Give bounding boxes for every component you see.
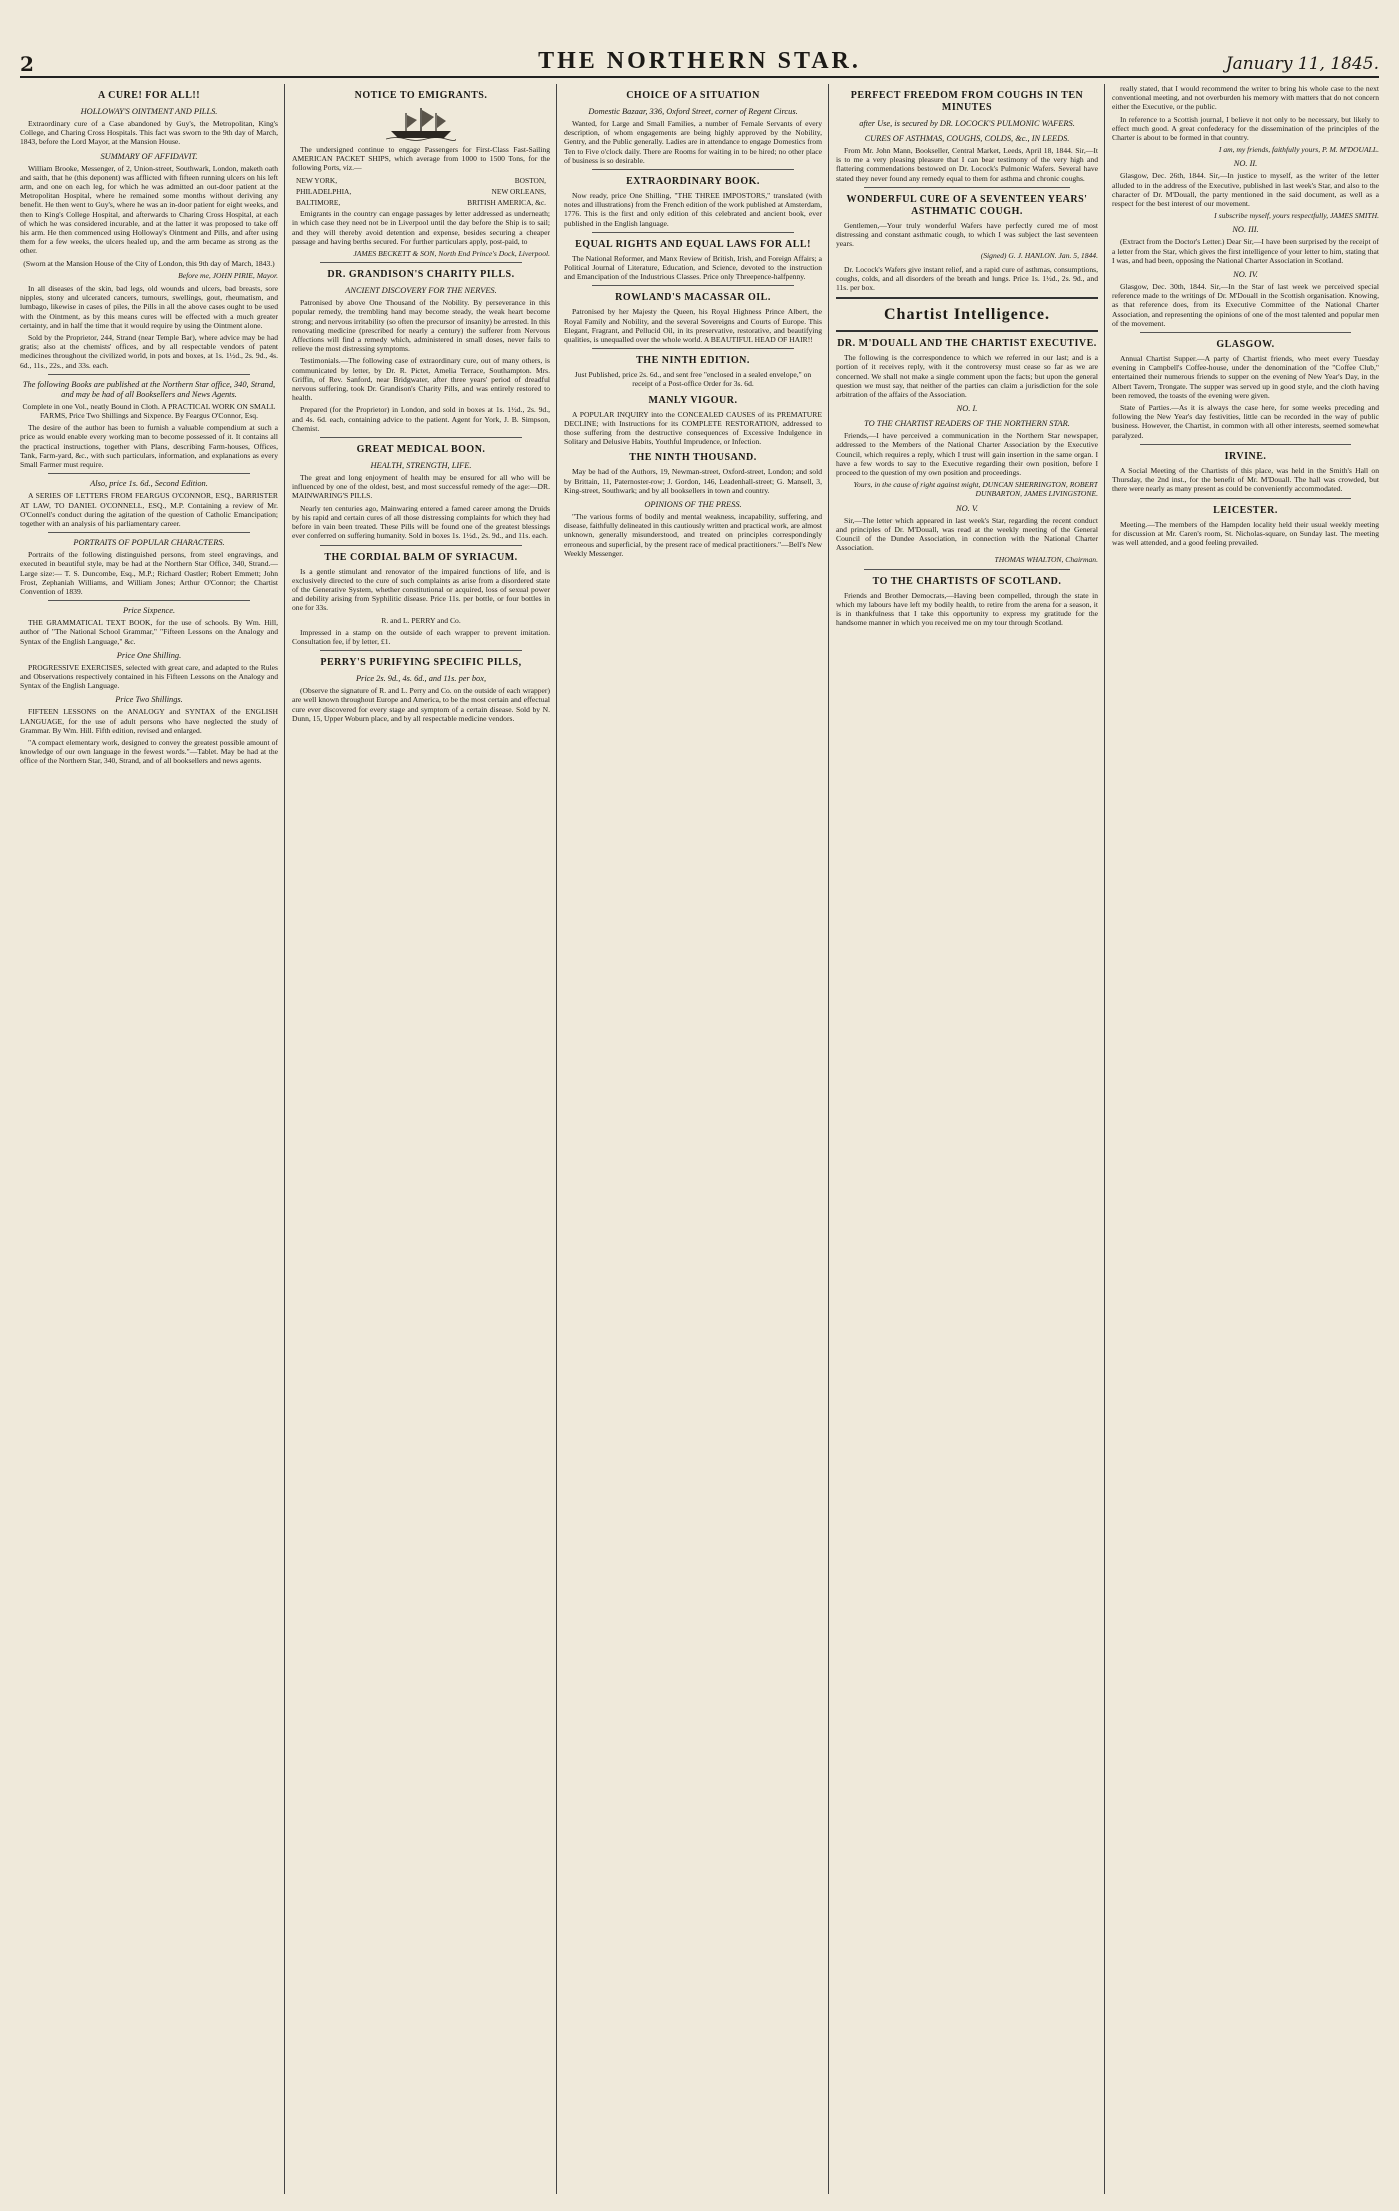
column-1: [20, 84, 278, 2194]
article-heading: GLASGOW.: [1216, 339, 1275, 351]
signature: THOMAS WHALTON, Chairman.: [994, 555, 1098, 565]
divider: [864, 569, 1070, 570]
divider: [48, 374, 250, 375]
paragraph: Just Published, price 2s. 6d., and sent free "enclosed in a sealed envelope," on receipt of a Post-office Order for 3s. 6d.: [574, 370, 812, 389]
paragraph: The great and long enjoyment of health may be ensured for all who will be influenced by one of the oldest, best, and most successful remedy of the age:—DR. MAINWARING'S PILLS.: [292, 473, 550, 501]
paragraph: PROGRESSIVE EXERCISES, selected with great care, and adapted to the Rules and Observations respectively contained in his Fifteen Lessons on the Analogy and Syntax of the English Language.: [20, 662, 278, 691]
paragraph: Prepared (for the Proprietor) in London, and sold in boxes at 1s. 1½d., 2s. 9d., and 4s. 6d. each, containing advice to the patient. Agent for York, J. B. Simpson, Chemist.: [292, 405, 550, 433]
paragraph: "The various forms of bodily and mental weakness, incapability, suffering, and disease, faithfully delineated in this cautiously written and practical work, are almost unknown, generally misunderstood, and treated on principles correspondingly erroneous and superficial, by the present race of medical practitioners."—Bell's New Weekly Messenger.: [564, 512, 822, 558]
article-subheading: NO. III.: [1232, 225, 1259, 235]
advert-heading: MANLY VIGOUR.: [648, 394, 738, 406]
advert-subheading: Price Two Shillings.: [115, 695, 183, 705]
advert-subheading: PORTRAITS OF POPULAR CHARACTERS.: [73, 538, 225, 548]
paragraph: William Brooke, Messenger, of 2, Union-street, Southwark, London, maketh oath and saith, that he (this deponent) was afflicted with fifteen running ulcers on his left arm, and one on each leg, for which he was admitted an out-door patient at the Metropolitan Hospital, where he remained some months without deriving any benefit. He then went to Guy's, where he was an in-door patient for eight weeks, and then to King's College Hospital, and afterwards to Charing Cross Hospital, at each of which he was considered incurable, and at the latter it was proposed to take off his arm. He then commenced using Holloway's Ointment and Pills, and after using them for a few weeks, the ulcers healed up, and the arm became as strong as the other.: [20, 163, 278, 256]
advert-subheading: Also, price 1s. 6d., Second Edition.: [90, 479, 208, 489]
paragraph: Wanted, for Large and Small Families, a number of Female Servants of every description, of whom engagements are being highly approved by the Nobility, Gentry, and the Public generally. Ladies are in attendance to engage Domestics from Ten to Five o'clock daily. There are Rooms for waiting in to be hired; no other place of business is so desirable.: [564, 119, 822, 165]
advert-heading: A CURE! FOR ALL!!: [97, 90, 201, 101]
ship-icon: [386, 105, 456, 141]
advert-heading: EXTRAORDINARY BOOK.: [626, 176, 760, 188]
advert-subheading: Domestic Bazaar, 336, Oxford Street, corner of Regent Circus.: [588, 107, 798, 116]
paragraph: Patronised by above One Thousand of the Nobility. By perseverance in this popular remedy, the trembling hand may become steady, the weak heart become strong; and nervous irritability (so often the precursor of insanity) be arrested. In this renovating medicine (prescribed for nearly a century) the sufferer from Nervous Affections will find a remedy which, administered in small doses, never fails to relieve the most distressing symptoms.: [292, 298, 550, 354]
paragraph: really stated, that I would recommend the writer to bring his whole case to the next conventional meeting, and not overburden his memory with matters that do not concern either the Executive, or the public.: [1112, 84, 1379, 112]
divider: [592, 348, 794, 349]
city-list: [296, 176, 546, 185]
advert-heading: THE CORDIAL BALM OF SYRIACUM.: [324, 551, 518, 563]
paragraph: State of Parties.—As it is always the case here, for some weeks preceding and following the New Year's day festivities, little can be recorded in the way of public business. However, the Chartist, in common with all other interests, seemed somewhat paralyzed.: [1112, 403, 1379, 440]
article-heading: TO THE CHARTISTS OF SCOTLAND.: [872, 575, 1062, 587]
advert-heading: WONDERFUL CURE OF A SEVENTEEN YEARS' ASTHMATIC COUGH.: [846, 193, 1088, 217]
paragraph: (Extract from the Doctor's Letter.) Dear Sir,—I have been surprised by the receipt of a letter from the Star, which gives the first intelligence of your letter to him, stating that I was, and had been, opposing the National Charter Association in Scotland.: [1112, 237, 1379, 265]
paragraph: Emigrants in the country can engage passages by letter addressed as underneath; in which case they need not be in Liverpool until the day before the Ship is to sail; and they will thereby avoid detention and expense, besides securing a cheaper passage and having berths secured. For further particulars apply, post-paid, to: [292, 209, 550, 246]
paragraph: The National Reformer, and Manx Review of British, Irish, and Foreign Affairs; a Political Journal of Literature, Education, and Science, devoted to the instruction and Emancipation of the Industrious Classes. Price only Threepence-halfpenny.: [564, 253, 822, 282]
column-rule: [284, 84, 285, 2194]
advert-heading: GREAT MEDICAL BOON.: [356, 444, 486, 456]
advert-subheading: HEALTH, STRENGTH, LIFE.: [370, 461, 472, 471]
divider: [864, 187, 1070, 188]
advert-subheading: after Use, is secured by DR. LOCOCK'S PULMONIC WAFERS.: [859, 119, 1075, 128]
masthead: [20, 48, 1379, 78]
paragraph: The desire of the author has been to furnish a valuable compendium at such a price as would enable every working man to become possessed of it. It contains all the practical instructions, together with Plans, describing Farm-houses, Offices, Tank, Farm-yard, &c., with such particulars, information, and explanations as every Small Farmer must require.: [20, 423, 278, 470]
advert-subheading: Price 2s. 9d., 4s. 6d., and 11s. per box,: [355, 674, 487, 684]
section-title: Chartist Intelligence.: [884, 306, 1050, 324]
advert-subheading: SUMMARY OF AFFIDAVIT.: [100, 151, 198, 161]
divider: [1140, 498, 1351, 499]
paragraph: Sir,—The letter which appeared in last week's Star, regarding the recent conduct and principles of Dr. M'Douall, was read at the weekly meeting of the General Council of the Dundee Association, in connection with the National Charter Association.: [836, 515, 1098, 553]
paragraph: Glasgow, Dec. 26th, 1844. Sir,—In justice to myself, as the writer of the letter alluded to in the address of the Executive, published in last week's Star, and also to the character of Dr. M'Douall, the party mentioned in the said document, as well as a respect for the best interest of our movement.: [1112, 171, 1379, 209]
paragraph: Annual Chartist Supper.—A party of Chartist friends, who meet every Tuesday evening in Campbell's Coffee-house, under the denomination of the "Coffee Club," entertained their numerous friends to supper on the evening of New Year's Day, in the Albert Tavern, Trongate. The supper was served up in good style, and the cloth having been removed, the toasts of the evening were given.: [1112, 354, 1379, 400]
paragraph: Is a gentle stimulant and renovator of the impaired functions of life, and is exclusively directed to the cure of such complaints as arise from a disordered state of the Generative System, whether constitutional or acquired, loss of sexual power and debility arising from Syphilitic disease. Price 11s. per bottle, or four bottles in one for 33s.: [292, 566, 550, 613]
paragraph: THE GRAMMATICAL TEXT BOOK, for the use of schools. By Wm. Hill, author of "The National School Grammar," "Fifteen Lessons on the Analogy and Syntax of the English Language," &c.: [20, 618, 278, 646]
divider: [320, 545, 522, 546]
paragraph: Dr. Locock's Wafers give instant relief, and a rapid cure of asthmas, consumptions, coughs, colds, and all disorders of the breath and lungs. Price 1s. 1½d., 2s. 9d., and 11s. per box.: [836, 264, 1098, 293]
paragraph: Impressed in a stamp on the outside of each wrapper to prevent imitation. Consultation fee, if by letter, £1.: [292, 627, 550, 646]
advert-subheading: OPINIONS OF THE PRESS.: [644, 500, 742, 510]
advert-subheading: HOLLOWAY'S OINTMENT AND PILLS.: [80, 107, 218, 116]
paragraph: From Mr. John Mann, Bookseller, Central Market, Leeds, April 18, 1844. Sir,—It is to me a very pleasing pleasure that I can bear testimony of the very high and flattering commendations bestowed on Dr. Locock's Pulmonic Wafers. Several have stated they never found any remedy equal to them for asthma and chronic coughs.: [836, 146, 1098, 183]
column-5: [1112, 84, 1379, 2194]
article-heading: IRVINE.: [1224, 450, 1267, 462]
column-3: [564, 84, 822, 2194]
paragraph: A Social Meeting of the Chartists of this place, was held in the Smith's Hall on Thursday, the 2nd inst., for the benefit of Mr. M'Douall. The hall was crowded, but there were nearly as many present as could be conveniently accommodated.: [1112, 465, 1379, 494]
paragraph: Meeting.—The members of the Hampden locality held their usual weekly meeting for discussion at Mr. Caren's room, St. Nicholas-square, on Sunday last. The meeting was well attended, and a good feeling prevailed.: [1112, 519, 1379, 547]
paragraph: (Observe the signature of R. and L. Perry and Co. on the outside of each wrapper) are well known throughout Europe and America, to be the most certain and effectual cure ever discovered for every stage and symptom of a certain disease. Sold by N. Dunn, 15, Upper Woburn place, and by all respectable medicine vendors.: [292, 686, 550, 723]
paragraph: Nearly ten centuries ago, Mainwaring entered a famed career among the Druids by his rapid and certain cures of all those distressing complaints for which they had before in vain been treated. These Pills will be found one of the greatest blessings ever conferred on suffering humanity. Sold in boxes 1s. 1½d., 2s. 9d., and 11s. each.: [292, 503, 550, 541]
advert-heading: THE NINTH EDITION.: [636, 355, 750, 367]
divider: [592, 169, 794, 170]
paragraph: Now ready, price One Shilling, "THE THREE IMPOSTORS," translated (with notes and illustrations) from the French edition of the work published at Amsterdam, 1776. This is the first and only edition of this celebrated and ancient book, ever published in the English language.: [564, 191, 822, 228]
signature: (Signed) G. J. HANLON. Jan. 5, 1844.: [980, 251, 1098, 261]
city-list: [296, 187, 546, 196]
city: NEW YORK,: [296, 175, 338, 185]
divider: [320, 437, 522, 438]
paragraph: May be had of the Authors, 19, Newman-street, Oxford-street, London; and sold by Brittain, 11, Paternoster-row; J. Gordon, 146, Leadenhall-street; G. Mansell, 3, King-street, Southwark; and by all booksellers in town and country.: [564, 467, 822, 495]
article-subheading: NO. I.: [956, 404, 978, 414]
divider: [836, 297, 1098, 299]
advert-subheading: The following Books are published at the Northern Star office, 340, Strand, and may be had of all Booksellers and News Agents.: [22, 379, 276, 399]
signature: I am, my friends, faithfully yours, P. M. M'DOUALL.: [1218, 145, 1379, 155]
column-rule: [1104, 84, 1105, 2194]
divider: [1140, 444, 1351, 445]
city: BRITISH AMERICA, &c.: [467, 198, 546, 208]
advert-heading: PERFECT FREEDOM FROM COUGHS IN TEN MINUTES: [850, 90, 1084, 113]
paragraph: Patronised by her Majesty the Queen, his Royal Highness Prince Albert, the Royal Family and Nobility, and the several Sovereigns and Courts of Europe. This Elegant, Fragrant, and Pellucid Oil, in its preservative, restorative, and beautifying qualities, is unequalled over the whole world. A BEAUTIFUL HEAD OF HAIR!!: [564, 307, 822, 345]
article-heading: LEICESTER.: [1213, 504, 1278, 516]
article-subheading: TO THE CHARTIST READERS OF THE NORTHERN STAR.: [864, 419, 1070, 429]
signature: Before me, JOHN PIRIE, Mayor.: [178, 270, 278, 280]
paragraph: Glasgow, Dec. 30th, 1844. Sir,—In the Star of last week we perceived special reference made to the writings of Dr. M'Douall in the Scottish organisation. Knowing, as that reference does, from its Executive Committee of the National Charter Association, and representing the opinions of one of the most talented and popular men of the movement.: [1112, 282, 1379, 328]
column-2: [292, 84, 550, 2194]
advert-heading: NOTICE TO EMIGRANTS.: [354, 90, 488, 101]
signature: R. and L. PERRY and Co.: [381, 615, 461, 625]
advert-heading: ROWLAND'S MACASSAR OIL.: [615, 292, 771, 304]
divider: [320, 262, 522, 263]
paragraph: "A compact elementary work, designed to convey the greatest possible amount of knowledge of our own language in the fewest words."—Tablet. May be had at the office of the Northern Star, 340, Strand, and of all booksellers and news agents.: [20, 737, 278, 766]
page-number: 2: [20, 52, 34, 76]
paragraph: FIFTEEN LESSONS on the ANALOGY and SYNTAX of the ENGLISH LANGUAGE, for the use of adult persons who have neglected the study of Grammar. By Wm. Hill. Fifth edition, revised and enlarged.: [20, 707, 278, 735]
city-list: [296, 198, 546, 207]
paragraph: Friends and Brother Democrats,—Having been compelled, through the state in which my labours have left my bodily health, to retire from the arena for a season, it is in thankfulness that I take this opportunity to express my gratitude for the handsome manner in which you received me on my tour through Scotland.: [836, 590, 1098, 628]
advert-subheading: Price One Shilling.: [116, 650, 182, 660]
paragraph: Complete in one Vol., neatly Bound in Cloth. A PRACTICAL WORK ON SMALL FARMS, Price Two Shillings and Sixpence. By Feargus O'Connor, Esq.: [22, 401, 276, 421]
city: PHILADELPHIA,: [296, 186, 352, 196]
divider: [320, 650, 522, 651]
advert-subheading: ANCIENT DISCOVERY FOR THE NERVES.: [345, 286, 497, 296]
column-rule: [828, 84, 829, 2194]
advert-heading: PERRY'S PURIFYING SPECIFIC PILLS,: [320, 657, 522, 669]
article-subheading: NO. IV.: [1233, 270, 1258, 280]
issue-date: January 11, 1845.: [1225, 54, 1379, 74]
advert-heading: EQUAL RIGHTS AND EQUAL LAWS FOR ALL!: [575, 238, 811, 250]
paragraph: A POPULAR INQUIRY into the CONCEALED CAUSES of its PREMATURE DECLINE; with Instructions for its COMPLETE RESTORATION, addressed to those suffering from the destructive consequences of Excessive Indulgence in Solitary and Delusive Habits, Youthful Imprudence, or Infection.: [564, 409, 822, 447]
divider: [592, 232, 794, 233]
newspaper-title: THE NORTHERN STAR.: [538, 48, 861, 74]
advert-heading: CHOICE OF A SITUATION: [626, 90, 760, 101]
paragraph: In all diseases of the skin, bad legs, old wounds and ulcers, bad breasts, sore nipples, stony and ulcerated cancers, tumours, swellings, gout, rheumatism, and lumbago, likewise in cases of piles, the Pills in all the above cases ought to be used with the Ointment, as by this means cures will be effected with a much greater certainty, and in half the time that it would require by using the Ointment alone.: [20, 284, 278, 330]
divider: [48, 532, 250, 533]
paragraph: Testimonials.—The following case of extraordinary cure, out of many others, is communicated by letter, by Dr. R. Pictet, Amelia Terrace, Southampton. Mrs. Griffin, of Rev. Sanford, near Bridgwater, after three years' period of dreadful nervous suffering, took Dr. Grandison's Charity Pills, and was entirely restored to health.: [292, 356, 550, 403]
paragraph: Sold by the Proprietor, 244, Strand (near Temple Bar), where advice may be had gratis; also at the chemists' offices, and by all respectable vendors of patent medicines throughout the civilized world, in pots and boxes, at 1s. 1½d., 2s. 9d., 4s. 6d., 11s., 22s., and 33s. each.: [20, 333, 278, 370]
divider: [592, 285, 794, 286]
paragraph: Gentlemen,—Your truly wonderful Wafers have perfectly cured me of most distressing and constant asthmatic cough, to which I was subject the last seventeen years.: [836, 220, 1098, 249]
signature: JAMES BECKETT & SON, North End Prince's Dock, Liverpool.: [353, 249, 550, 259]
paragraph: Portraits of the following distinguished persons, from steel engravings, and executed in beautiful style, may be had at the Northern Star Office, 340, Strand.—Large size:— T. S. Duncombe, Esq., M.P.; Richard Oastler; Robert Emmett; John Frost, Zephaniah Williams, and William Jones; Arthur O'Connor; the Chartist Convention of 1839.: [20, 550, 278, 596]
signature: Yours, in the cause of right against might, DUNCAN SHERRINGTON, ROBERT DUNBARTON, JAMES LIVINGSTONE.: [853, 480, 1098, 499]
signature: I subscribe myself, yours respectfully, JAMES SMITH.: [1214, 211, 1379, 221]
signature: (Sworn at the Mansion House of the City of London, this 9th day of March, 1843.): [23, 258, 275, 268]
city: BALTIMORE,: [296, 198, 341, 208]
article-heading: DR. M'DOUALL AND THE CHARTIST EXECUTIVE.: [837, 338, 1097, 350]
column-rule: [556, 84, 557, 2194]
advert-subheading: CURES OF ASTHMAS, COUGHS, COLDS, &c., IN LEEDS.: [864, 134, 1070, 143]
advert-subheading: Price Sixpence.: [122, 606, 176, 616]
paragraph: The following is the correspondence to which we referred in our last; and is a portion of it receives reply, with it the controversy must cease so far as we are concerned. We shall not make a single comment upon the facts; but upon the general question we must say, that neither of the parties can claim a jurisdiction for the sole arbitration of the affairs of the Association.: [836, 353, 1098, 400]
city: BOSTON,: [514, 175, 546, 185]
paragraph: The undersigned continue to engage Passengers for First-Class Fast-Sailing AMERICAN PACKET SHIPS, which average from 1000 to 1500 Tons, for the following Ports, viz.—: [292, 145, 550, 173]
paragraph: Friends,—I have perceived a communication in the Northern Star newspaper, addressed to the Members of the National Charter Association by the Executive Council, which requires a reply, which I trust will gain insertion in the same organ. I have a few words to say to the Executive regarding their own position, before I proceed to the question of my own position and proceedings.: [836, 431, 1098, 478]
advert-heading: DR. GRANDISON'S CHARITY PILLS.: [327, 269, 515, 281]
paragraph: A SERIES OF LETTERS FROM FEARGUS O'CONNOR, ESQ., BARRISTER AT LAW, TO DANIEL O'CONNELL, ESQ., M.P. Containing a review of Mr. O'Connell's conduct during the agitation of the question of Catholic Emancipation; together with an analysis of his parliamentary career.: [20, 491, 278, 528]
paragraph: Extraordinary cure of a Case abandoned by Guy's, the Metropolitan, King's College, and Charing Cross Hospitals. This fact was sworn to the 9th day of March, 1843, before the Lord Mayor, at the Mansion House.: [20, 119, 278, 147]
paragraph: In reference to a Scottish journal, I believe it not only to be necessary, but likely to effect much good. A great confederacy for the dissemination of the principles of the Charter is about to be formed in that country.: [1112, 114, 1379, 143]
divider: [48, 600, 250, 601]
article-subheading: NO. II.: [1233, 159, 1258, 169]
article-subheading: NO. V.: [956, 503, 978, 513]
advert-heading: THE NINTH THOUSAND.: [629, 452, 757, 464]
divider: [48, 473, 250, 474]
column-4: [836, 84, 1098, 2194]
divider: [836, 330, 1098, 332]
divider: [1140, 332, 1351, 333]
city: NEW ORLEANS,: [491, 186, 546, 196]
